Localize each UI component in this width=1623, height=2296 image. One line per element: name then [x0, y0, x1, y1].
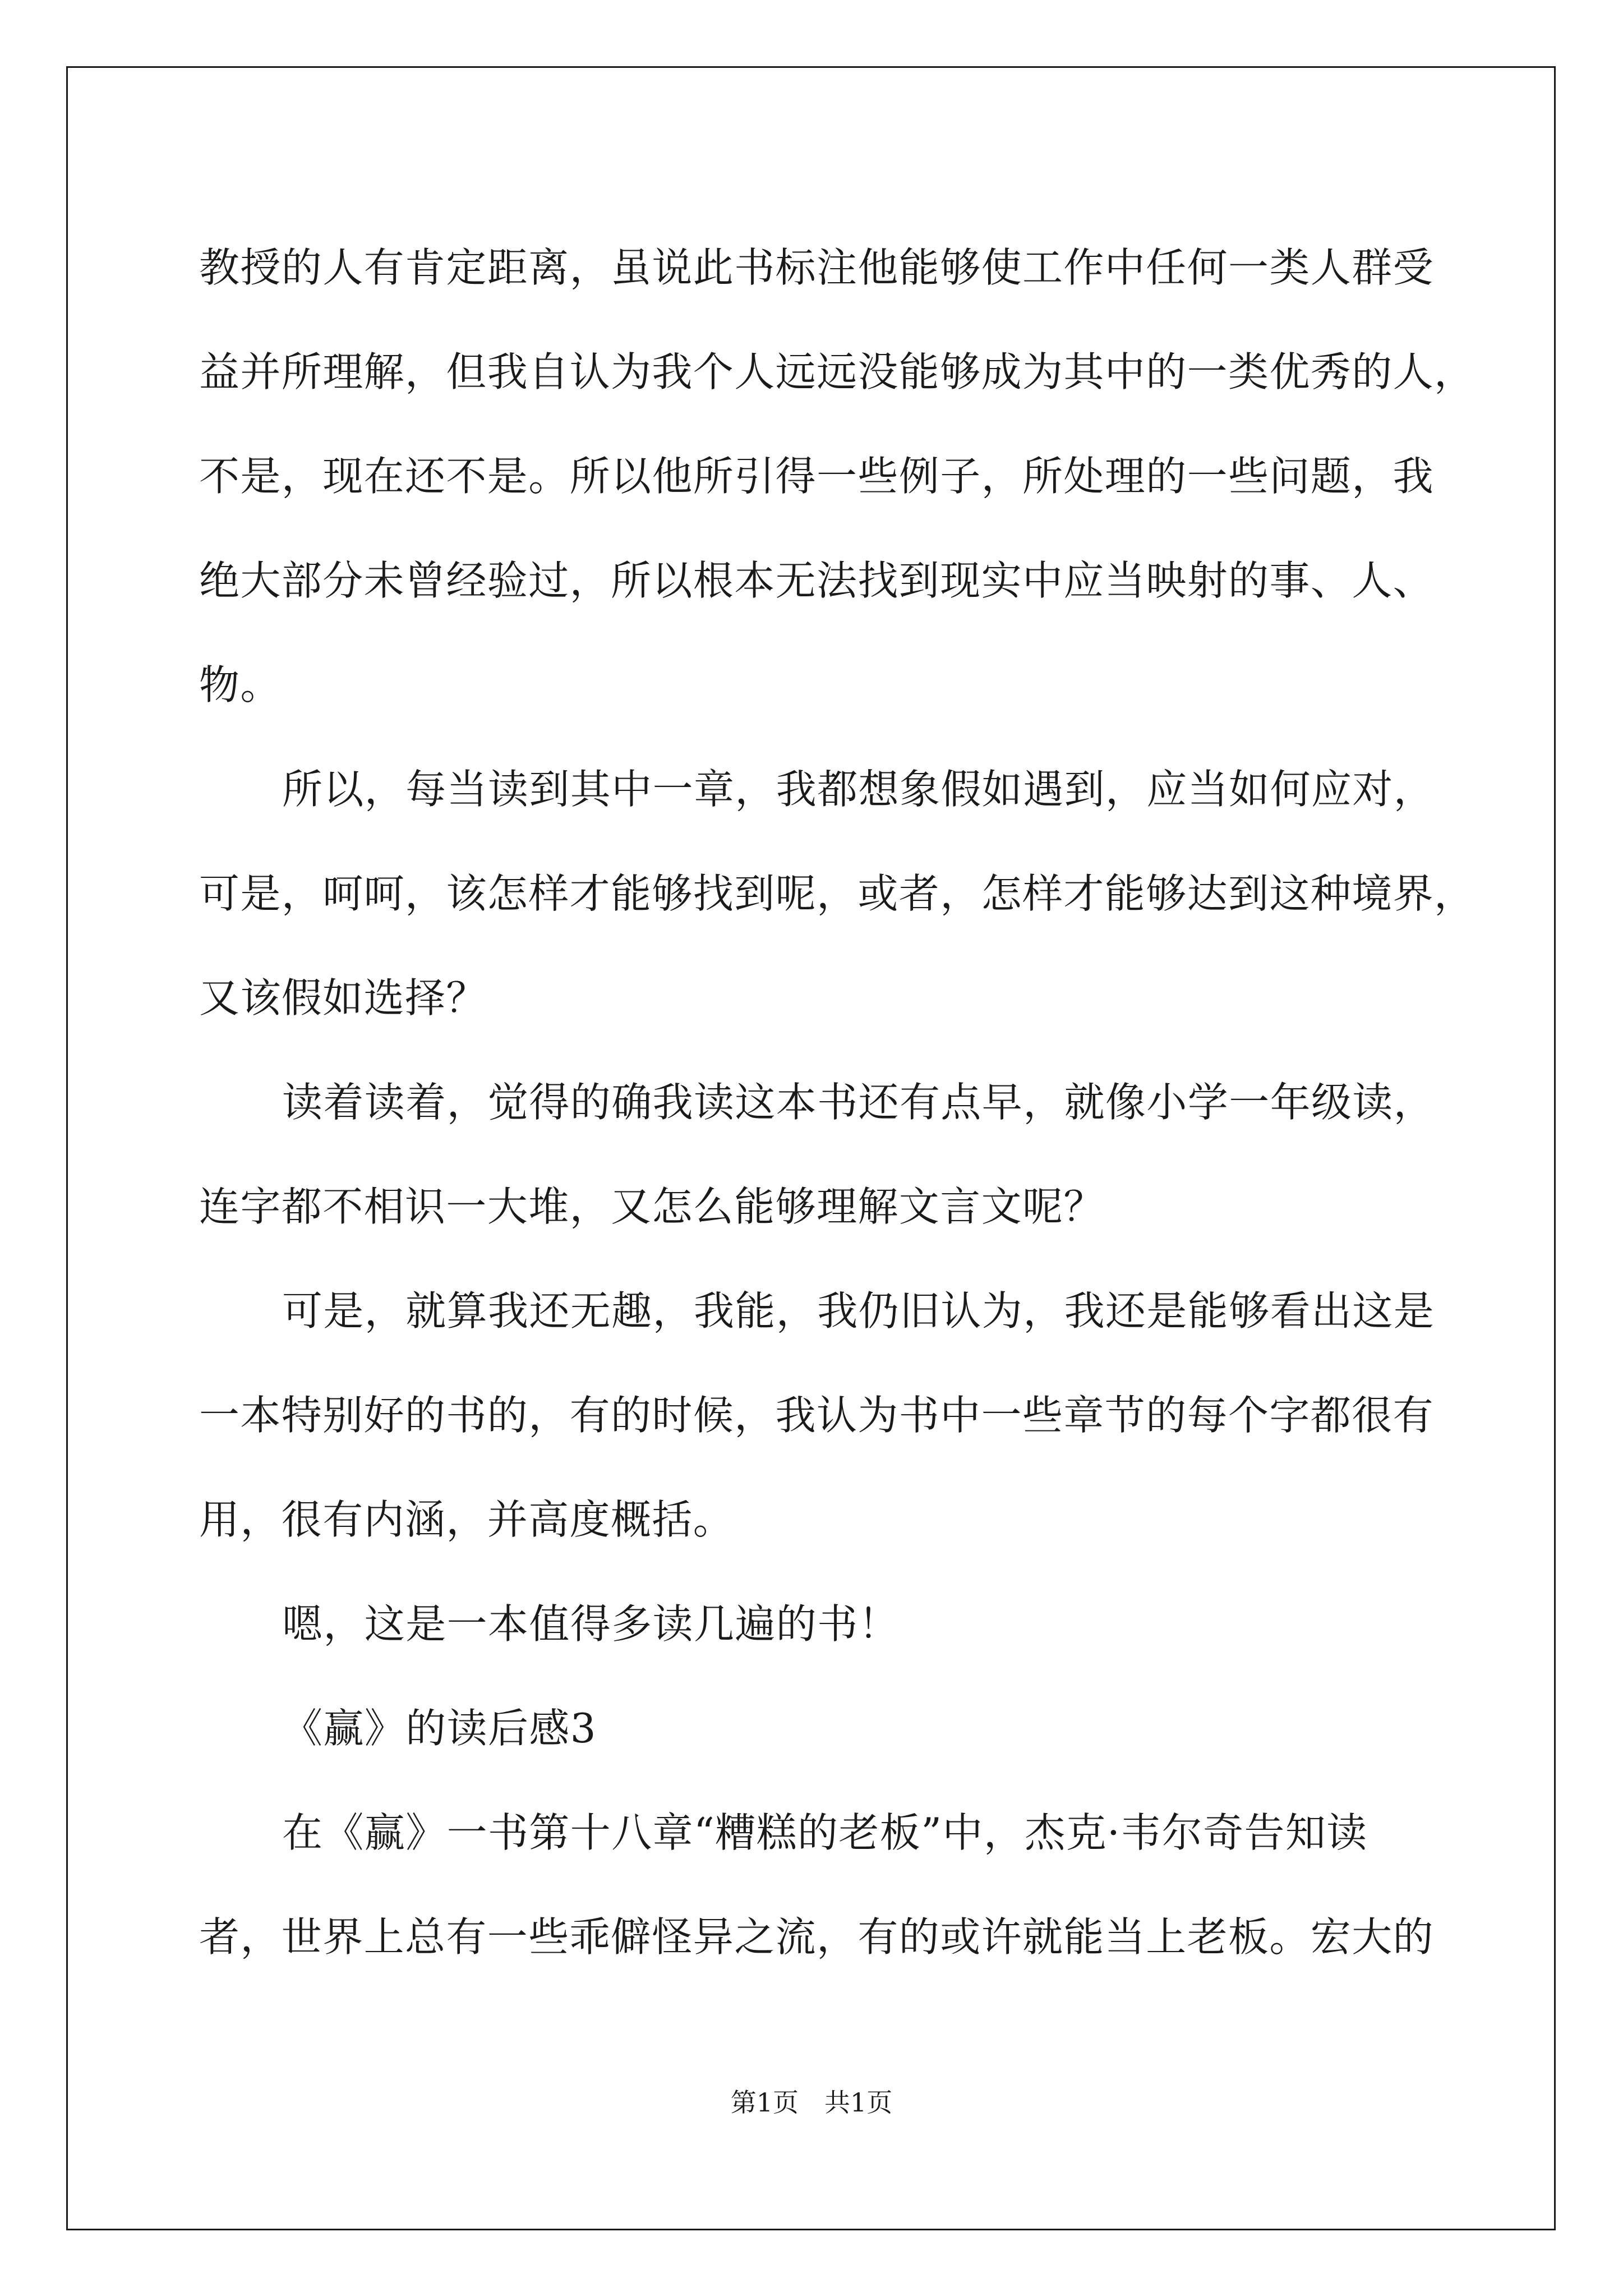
text-line: 物。 [199, 661, 282, 708]
page-footer: 第1页 共1页 [730, 2087, 893, 2118]
text-line: 益并所理解，但我自认为我个人远远没能够成为其中的一类优秀的人， [199, 348, 1476, 395]
paragraph-start: 可是，就算我还无趣，我能，我仍旧认为，我还是能够看出这是 [282, 1287, 1435, 1335]
text-line: 教授的人有肯定距离，虽说此书标注他能够使工作中任何一类人群受 [199, 244, 1435, 291]
paragraph-start: 所以，每当读到其中一章，我都想象假如遇到，应当如何应对， [282, 766, 1435, 813]
text-line: 一本特别好的书的，有的时候，我认为书中一些章节的每个字都很有 [199, 1392, 1435, 1439]
section-heading: 《赢》的读后感3 [282, 1705, 597, 1752]
text-line: 连字都不相识一大堆，又怎么能够理解文言文呢？ [199, 1183, 1105, 1230]
text-line: 不是，现在还不是。所以他所引得一些例子，所处理的一些问题，我 [199, 453, 1435, 500]
text-line: 用，很有内涵，并高度概括。 [199, 1496, 735, 1543]
text-line: 者，世界上总有一些乖僻怪异之流，有的或许就能当上老板。宏大的 [199, 1913, 1435, 1961]
text-line: 又该假如选择？ [199, 974, 487, 1022]
document-body [199, 215, 1476, 1989]
paragraph-start: 读着读着，觉得的确我读这本书还有点早，就像小学一年级读， [282, 1079, 1435, 1126]
text-line: 绝大部分未曾经验过，所以根本无法找到现实中应当映射的事、人、 [199, 557, 1435, 604]
paragraph-start: 在《赢》一书第十八章“糟糕的老板”中，杰克·韦尔奇告知读 [282, 1809, 1368, 1856]
text-line: 可是，呵呵，该怎样才能够找到呢，或者，怎样才能够达到这种境界， [199, 870, 1476, 917]
paragraph-start: 嗯，这是一本值得多读几遍的书！ [282, 1600, 900, 1648]
